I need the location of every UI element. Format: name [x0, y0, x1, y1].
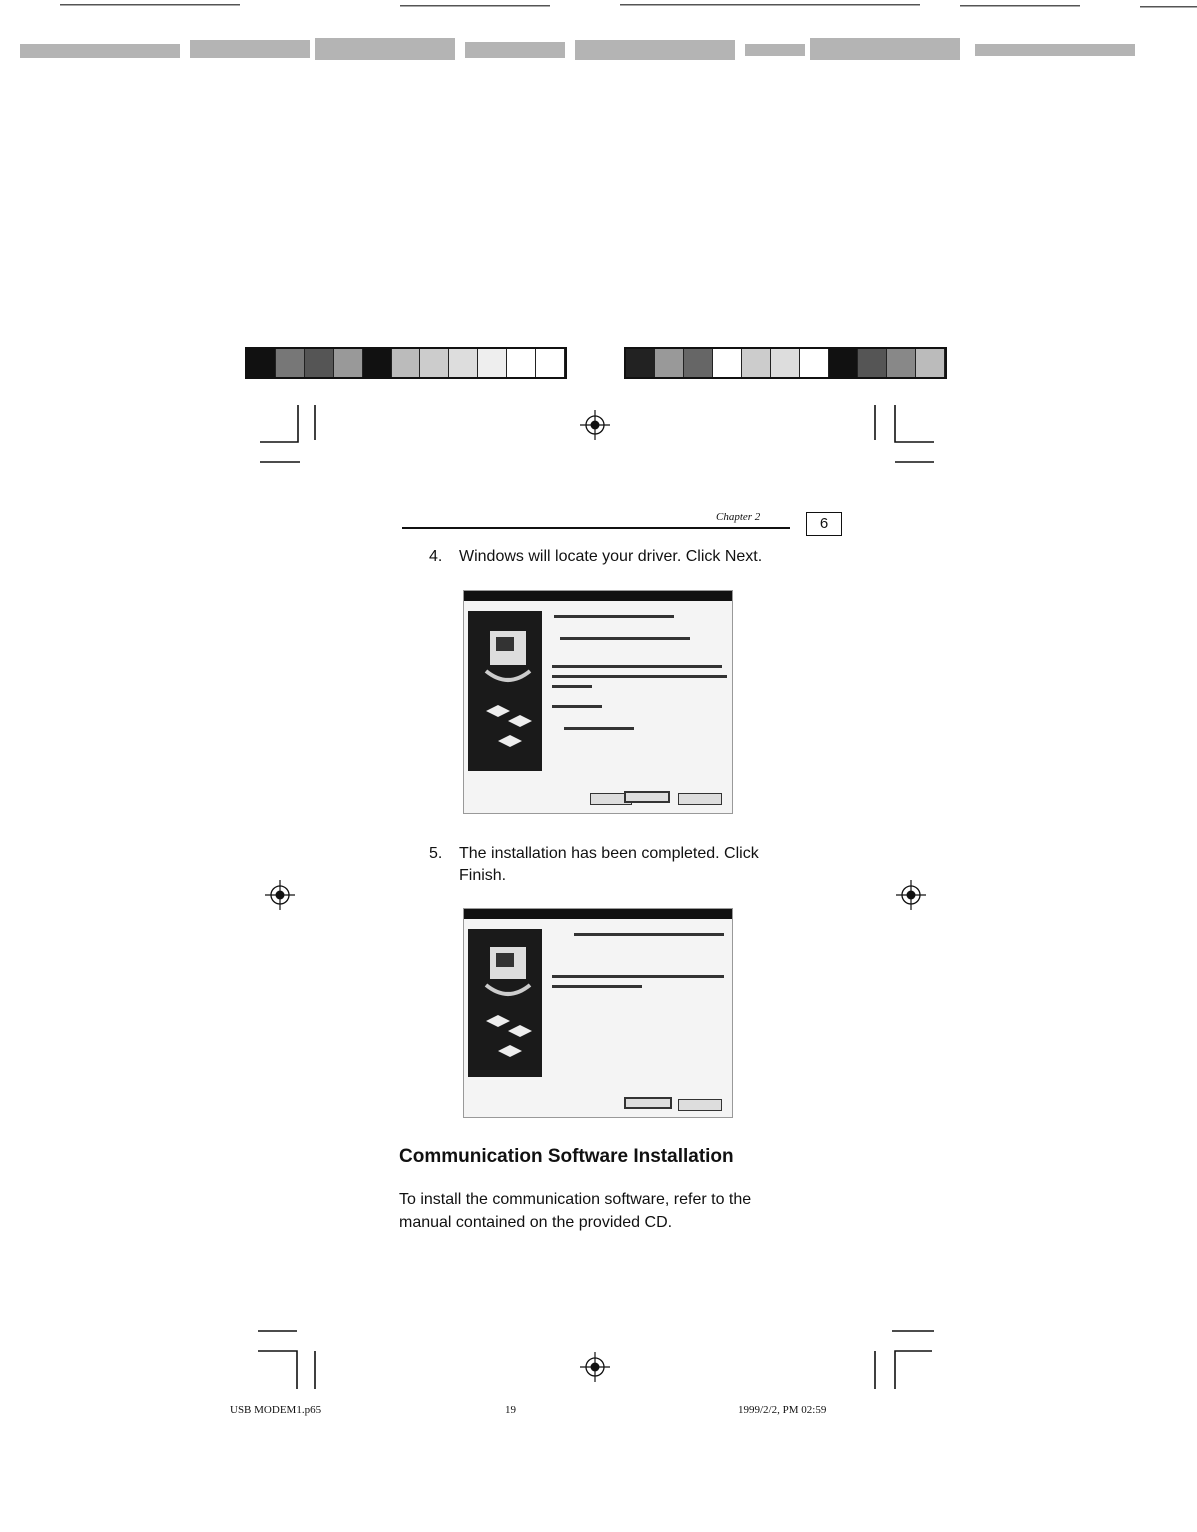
footer-filename: USB MODEM1.p65 [230, 1404, 322, 1416]
wizard-titlebar [464, 909, 732, 919]
chapter-rule [402, 527, 790, 529]
step-number: 4. [429, 548, 443, 565]
registration-mark-icon [896, 880, 926, 910]
computer-setup-icon [468, 929, 542, 1077]
cancel-button-thumb [678, 1099, 722, 1111]
footer-timestamp: 1999/2/2, PM 02:59 [738, 1404, 827, 1416]
wizard-titlebar [464, 591, 732, 601]
computer-setup-icon [468, 611, 542, 771]
section-paragraph: To install the communication software, refer to the manual contained on the provided CD. [399, 1191, 752, 1231]
step-4 [429, 546, 839, 568]
step-text: Windows will locate your driver. Click Next. [459, 548, 763, 565]
calibration-bar-left [245, 347, 567, 379]
footer-page-number: 19 [505, 1404, 516, 1416]
registration-mark-icon [580, 1352, 610, 1382]
step-5 [429, 843, 809, 887]
crop-mark-icon [255, 1325, 335, 1395]
calibration-bar-right [624, 347, 947, 379]
section-heading: Communication Software Installation [399, 1146, 734, 1167]
chapter-label: Chapter 2 [716, 511, 761, 523]
cancel-button-thumb [678, 793, 722, 805]
wizard-screenshot-finish [463, 908, 733, 1118]
chapter-page-box: 6 [806, 512, 842, 536]
finish-button-thumb [624, 1097, 672, 1109]
scan-noise [0, 0, 1197, 90]
wizard-screenshot-locate-driver [463, 590, 733, 814]
registration-mark-icon [265, 880, 295, 910]
crop-mark-icon [862, 1325, 942, 1395]
crop-mark-icon [862, 400, 942, 470]
crop-mark-icon [255, 400, 335, 470]
next-button-thumb [624, 791, 670, 803]
step-text: The installation has been completed. Click Finish. [459, 845, 759, 884]
registration-mark-icon [580, 410, 610, 440]
step-number: 5. [429, 845, 443, 862]
